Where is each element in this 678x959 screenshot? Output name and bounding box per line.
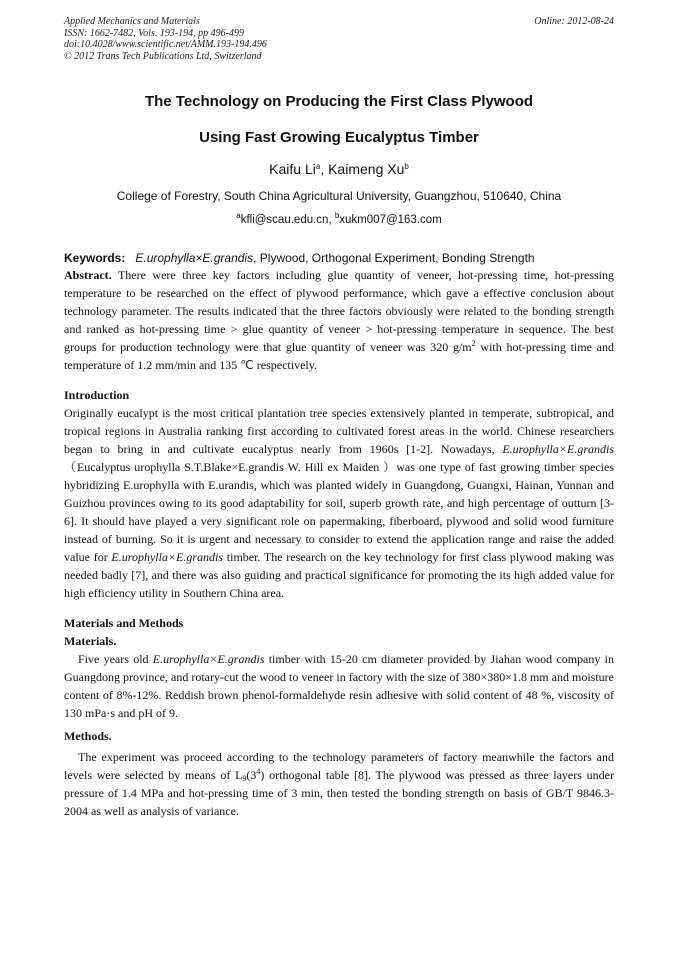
paragraph-text: ) orthogonal table [8]. The plywood was pressed as three layers under pressure of 1.4 MPa and hot-pressing time of 3 min, then tested the bonding strength on basis of GB/T 9846.3-2004 as well as analysis of variance. <box>64 768 614 818</box>
abstract-label: Abstract. <box>64 268 112 282</box>
keywords-label: Keywords: <box>64 251 126 265</box>
species-name: E.urophylla×E.grandis <box>111 550 224 564</box>
email-mark: b <box>334 211 340 220</box>
paragraph-text: timber. The research on the key technology for first class plywood making was needed badly [7], and there was also guiding and practical significance for promoting the its high added value for high efficiency utility in Southern China area. <box>64 550 614 600</box>
issn-line: ISSN: 1662-7482, Vols. 193-194, pp 496-499 <box>64 27 244 39</box>
author-emails <box>64 213 614 228</box>
paragraph-text: （Eucalyptus urophylla S.T.Blake×E.grandis W. Hill ex Maiden ）was one type of fast growing timber species hybridizing E.urophylla with E.urandis, which was planted widely in Guangdong, Guangxi, Hainan, Yunnan and Guizhou provinces owing to its good adaptability for soil, superb growth rate, and high percentage of outturn [3-6]. It should have played a very significant role on papermaking, fiberboard, plywood and solid wood furniture instead of burning. So it is urgent and necessary to consider to extend the application range and raise the added value for <box>64 460 614 564</box>
paper-title-line-2: Using Fast Growing Eucalyptus Timber <box>199 129 479 146</box>
paragraph-text: The experiment was proceed according to the technology parameters of factory meanwhile the factors and levels were selected by means of L <box>64 750 614 782</box>
abstract-text: There were three key factors including glue quantity of veneer, hot-pressing time, hot-pressing temperature to be researched on the effect of plywood performance, which gave a effective conclusion about technology parameter. The results indicated that the three factors obviously were related to the bonding strength and ranked as hot-pressing time > glue quantity of veneer > hot-pressing temperature in sequence. The best groups for production technology were that glue quantity of veneer was 320 g/m <box>64 268 614 354</box>
author-affil-mark: b <box>404 162 409 171</box>
email-address[interactable]: xukm007@163.com <box>339 214 442 226</box>
abstract-text: with hot-pressing time and temperature of 1.2 mm/min and 135 ℃ respectively. <box>64 340 614 372</box>
species-name: E.urophylla×E.grandis <box>502 442 614 456</box>
section-heading-materials-methods: Materials and Methods <box>64 616 184 630</box>
keywords-line <box>64 250 614 266</box>
subsection-heading-materials: Materials. <box>64 634 117 648</box>
methods-paragraph <box>64 748 614 820</box>
author-name: Kaimeng Xu <box>328 161 405 177</box>
copyright-line: © 2012 Trans Tech Publications Ltd, Switzerland <box>64 50 262 62</box>
journal-header <box>64 16 614 62</box>
online-date: Online: 2012-08-24 <box>534 16 614 27</box>
abstract <box>64 266 614 374</box>
author-name: Kaifu Li <box>269 161 316 177</box>
introduction-paragraph <box>64 404 614 602</box>
paper-title-line-1: The Technology on Producing the First Class Plywood <box>144 93 534 110</box>
journal-name: Applied Mechanics and Materials <box>64 16 200 27</box>
keyword-list: , Plywood, Orthogonal Experiment, Bonding Strength <box>253 251 535 265</box>
affiliation: College of Forestry, South China Agricultural University, Guangzhou, 510640, China <box>116 189 562 203</box>
materials-paragraph <box>64 650 614 722</box>
species-name: E.urophylla×E.grandis <box>152 652 265 666</box>
section-heading-introduction: Introduction <box>64 388 130 402</box>
author-list <box>64 160 614 178</box>
paragraph-text: Five years old <box>78 652 153 666</box>
email-mark: a <box>236 211 241 220</box>
author-separator: , <box>320 161 329 177</box>
paragraph-text: Originally eucalypt is the most critical plantation tree species extensively planted in temperate, subtropical, and tropical regions in Australia ranking first according to cultivated forest areas in the world. Chinese researchers began to bring in and cultivate eucalyptus nearly from 1960s [1-2]. Nowadays, <box>64 406 614 456</box>
doi-line: doi:10.4028/www.scientific.net/AMM.193-194.496 <box>64 39 267 50</box>
email-address[interactable]: kfli@scau.edu.cn, <box>240 214 335 226</box>
unit-superscript: 2 <box>471 339 476 348</box>
subsection-heading-methods: Methods. <box>64 729 112 743</box>
table-subscript: 9 <box>242 774 247 783</box>
author-affil-mark: a <box>315 162 321 171</box>
paragraph-text: timber with 15-20 cm diameter provided by Jiahan wood company in Guangdong province, and rotary-cut the wood to veneer in factory with the size of 380×380×1.8 mm and moisture content of 8%-12%. Reddish brown phenol-formaldehyde resin adhesive with solid content of 48 %, viscosity of 130 mPa·s and pH of 9. <box>64 652 614 720</box>
keyword-species: E.urophylla×E.grandis <box>135 251 254 265</box>
paragraph-text: (3 <box>246 768 257 782</box>
table-superscript: 4 <box>256 767 261 776</box>
paper-page <box>64 16 614 820</box>
